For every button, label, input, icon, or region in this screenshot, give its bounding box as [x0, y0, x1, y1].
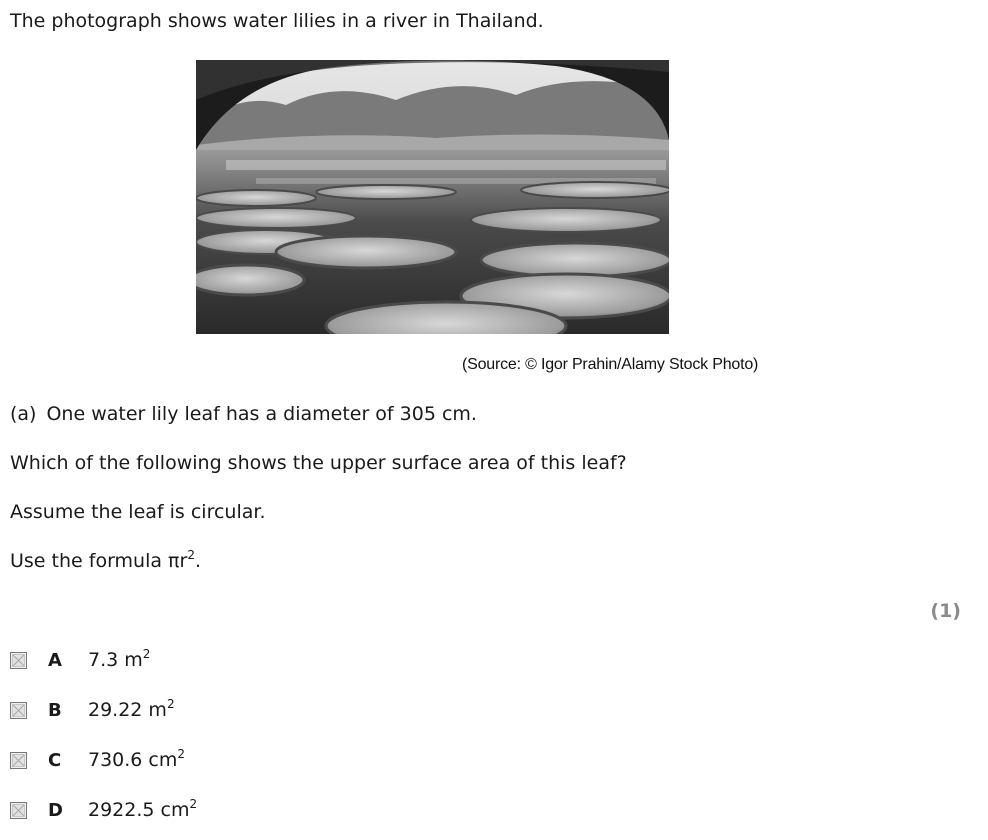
option-value: 7.3 $m^2$ — [88, 647, 151, 671]
option-c[interactable] — [10, 748, 185, 772]
part-label: (a) — [10, 403, 37, 425]
option-d[interactable] — [10, 798, 197, 822]
formula-suffix: . — [194, 550, 201, 572]
assumption-text: Assume the leaf is circular. — [10, 501, 266, 523]
option-letter: A — [48, 649, 62, 671]
formula-exponent: 2 — [187, 548, 195, 562]
option-value: 2922.5 $cm^2$ — [88, 797, 198, 821]
checkbox-icon[interactable] — [10, 652, 27, 669]
marks-label: (1) — [930, 600, 961, 622]
water-lilies-photo — [196, 60, 669, 334]
option-letter: B — [48, 699, 62, 721]
checkbox-icon[interactable] — [10, 752, 27, 769]
checkbox-icon[interactable] — [10, 702, 27, 719]
photo-source-credit: (Source: © Igor Prahin/Alamy Stock Photo) — [462, 356, 759, 373]
question-stem — [10, 403, 477, 425]
option-a[interactable] — [10, 648, 150, 672]
option-value: 29.22 $m^2$ — [88, 697, 175, 721]
formula-prefix: Use the formula πr — [10, 550, 188, 572]
option-value: 730.6 $cm^2$ — [88, 747, 186, 771]
intro-text: The photograph shows water lilies in a river in Thailand. — [10, 10, 544, 32]
option-letter: D — [48, 799, 63, 821]
option-letter: C — [48, 749, 62, 771]
question-prompt: Which of the following shows the upper surface area of this leaf? — [10, 452, 627, 474]
question-stem-text: One water lily leaf has a diameter of 305 cm. — [46, 403, 477, 425]
option-b[interactable] — [10, 698, 175, 722]
formula-text — [10, 550, 201, 572]
checkbox-icon[interactable] — [10, 802, 27, 819]
